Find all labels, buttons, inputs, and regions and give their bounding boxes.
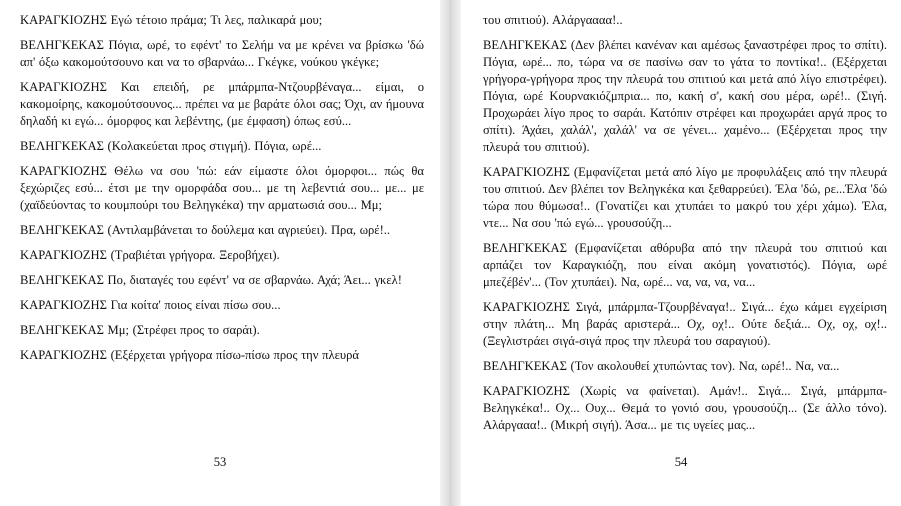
paragraph: ΒΕΛΗΓΚΕΚΑΣ Πο, διαταγές του εφέντ' να σε σβαρνάω. Αχά; Άει... γκελ! — [20, 273, 402, 287]
page-number: 54 — [674, 455, 688, 469]
paragraph: ΚΑΡΑΓΚΙΟΖΗΣ Εγώ τέτοιο πράμα; Τι λες, παλικαρά μου; — [20, 13, 323, 27]
paragraph: ΚΑΡΑΓΚΙΟΖΗΣ Για κοίτα' ποιος είναι πίσω σου... — [20, 298, 281, 312]
paragraph: ΒΕΛΗΓΚΕΚΑΣ (Εμφανίζεται αθόρυβα από την πλευρά του σπιτιού και αρπάζει τον Καραγκιόζη, που είναι ακόμη γονατιστός). Πόγια, ωρέ μπεζέβέν'... (Τον χτυπάει). Να, ωρέ... να, να, να, να... — [483, 241, 887, 289]
paragraph: του σπιτιού). Αλάργαααα!.. — [483, 13, 623, 27]
paragraph: ΒΕΛΗΓΚΕΚΑΣ Πόγια, ωρέ, το εφέντ' το Σελήμ να με κρένει να βρίσκω 'δώ απ' όξω κακομούτσουνο και να το σβαρνάω... Γκέγκε, νούκου γκέγκε; — [20, 38, 424, 69]
right-page — [461, 0, 901, 506]
paragraph: ΚΑΡΑΓΚΙΟΖΗΣ Θέλω να σου 'πώ: εάν είμαστε όλοι όμορφοι... πώς θα ξεχώριζες εσύ... έτσι με την ομορφάδα σου... με τη λεβεντιά σου... με... με (χαϊδεύοντας το κουμπούρι του Βεληγκέκα) την αρματωσιά σου... Μμ; — [20, 164, 424, 212]
paragraph: ΒΕΛΗΓΚΕΚΑΣ (Τον ακολουθεί χτυπώντας τον). Να, ωρέ!.. Να, να... — [483, 359, 840, 373]
paragraph: ΒΕΛΗΓΚΕΚΑΣ (Δεν βλέπει κανέναν και αμέσως ξαναστρέφει προς το σπίτι). Πόγια, ωρέ... πο, τώρα να σε πασίνω σαν το γάτα το ποντίκα!.. (Εξέρχεται γρήγορα-γρήγορα προς την πλευρά του σπιτιού και μετά από λίγο επιστρέφει). Πόγια, ωρέ Κουρνακιόζμπρια... πο, κακή σ', κακή σου μέρα, ωρέ!.. (Σιγή. Προχωράει λίγο προς το σαράι. Κατόπιν στρέφει και προχωράει αργά προς το σπίτι). Άχάει, χαλάλ', χαλάλ' να σε γένει... χαμένο... (Εξέρχεται προς την πλευρά του σπιτιού). — [483, 38, 887, 154]
paragraph: ΚΑΡΑΓΚΙΟΖΗΣ (Τραβιέται γρήγορα. Ξεροβήχει). — [20, 248, 280, 262]
paragraph: ΚΑΡΑΓΚΙΟΖΗΣ Και επειδή, ρε μπάρμπα-Ντζουρβέναγα... είμαι, ο κακομοίρης, κακομούτσουνος... πρέπει να με βαράτε όλοι σας; Όχι, αν ήμουνα δηλαδή κι εγώ... όμορφος και λεβέντης, (με έμφαση) όπως εσύ... — [20, 80, 424, 128]
page-number: 53 — [213, 455, 227, 469]
paragraph: ΚΑΡΑΓΚΙΟΖΗΣ Σιγά, μπάρμπα-Τζουρβέναγα!.. Σιγά... έχω κάμει εγχείριση στην πλάτη... Μη βαράς αριστερά... Οχ, οχ!.. Ούτε δεξιά... Οχ, οχ, οχ!.. (Ξεγλιστράει σιγά-σιγά προς την πλευρά του σαραγιού). — [483, 300, 887, 348]
paragraph: ΒΕΛΗΓΚΕΚΑΣ (Κολακεύεται προς στιγμή). Πόγια, ωρέ... — [20, 139, 322, 153]
paragraph: ΚΑΡΑΓΚΙΟΖΗΣ (Χωρίς να φαίνεται). Αμάν!.. Σιγά... Σιγά, μπάρμπα-Βεληγκέκα!.. Οχ... Ουχ... Θεμά το γονιό σου, γρουσούζη... (Σε άλλο τόνο). Αλάργααα!.. (Μικρή σιγή). Άσα... με τις υγείες μας... — [483, 384, 887, 432]
left-page — [0, 0, 440, 506]
paragraph: ΒΕΛΗΓΚΕΚΑΣ Μμ; (Στρέφει προς το σαράι). — [20, 323, 260, 337]
book-gutter — [440, 0, 461, 506]
paragraph: ΚΑΡΑΓΚΙΟΖΗΣ (Εμφανίζεται μετά από λίγο με προφυλάξεις από την πλευρά του σπιτιού. Δεν βλέπει τον Βεληγκέκα και ξεθαρρεύει). Έλα 'δώ, ρε...Έλα 'δώ τώρα που θύμωσα!.. (Γονατίζει και χτυπάει το μακρύ του χέρι χάμω). Έλα, ντε... Να σου 'πώ εγώ... γρουσούζη... — [483, 165, 887, 230]
paragraph: ΒΕΛΗΓΚΕΚΑΣ (Αντιλαμβάνεται το δούλεμα και αγριεύει). Πρα, ωρέ!.. — [20, 223, 391, 237]
paragraph: ΚΑΡΑΓΚΙΟΖΗΣ (Εξέρχεται γρήγορα πίσω-πίσω προς την πλευρά — [20, 348, 359, 362]
